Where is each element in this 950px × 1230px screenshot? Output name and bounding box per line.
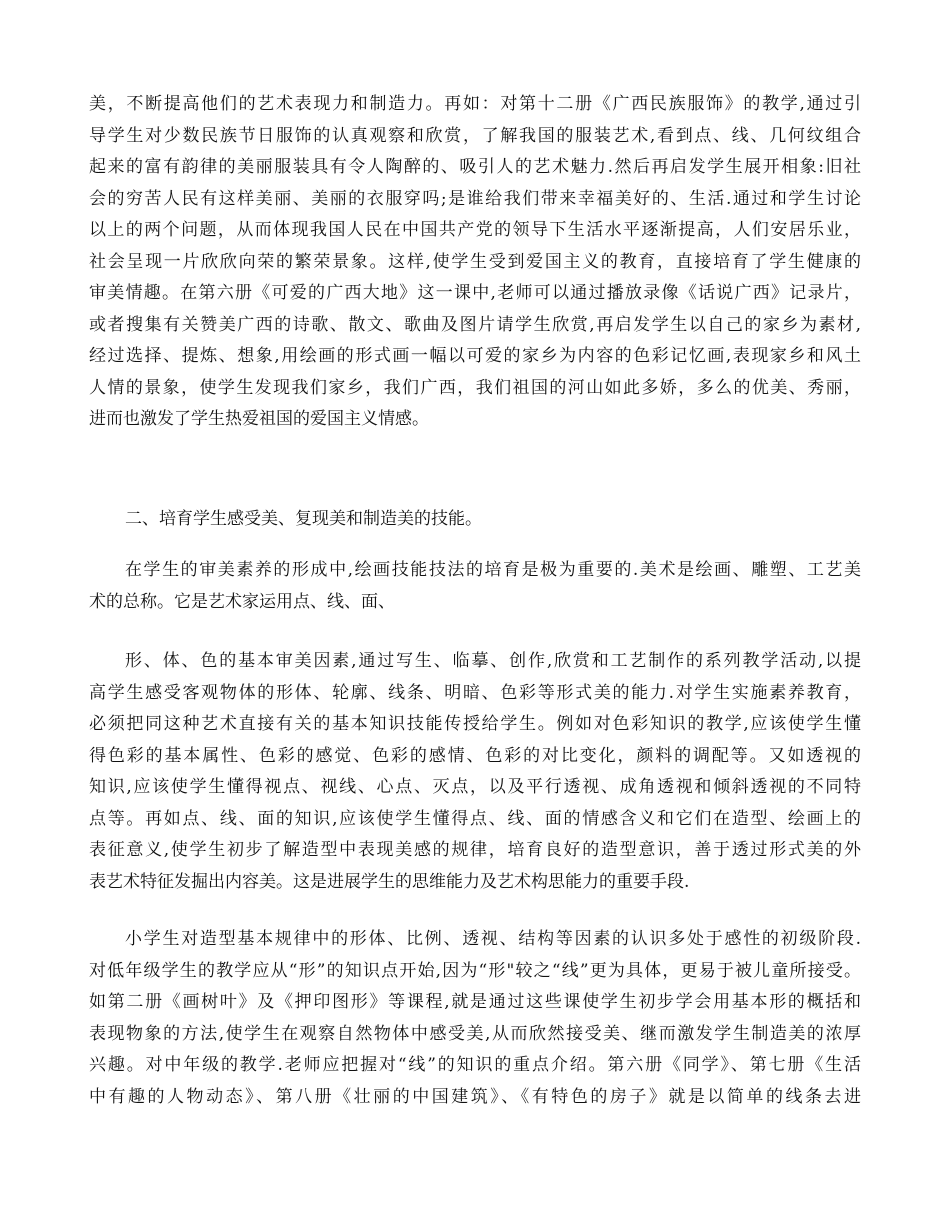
text-line: 兴趣。对中年级的教学.老师应把握对“线”的知识的重点介绍。第六册《同学》、第七册《生活 [89, 1055, 861, 1075]
text-line: 小学生对造型基本规律中的形体、比例、透视、结构等因素的认识多处于感性的初级阶段. [125, 929, 861, 949]
text-line: 在学生的审美素养的形成中,绘画技能技法的培育是极为重要的.美术是绘画、雕塑、工艺美 [125, 560, 861, 580]
text-line: 以上的两个问题，从而体现我国人民在中国共产党的领导下生活水平逐渐提高，人们安居乐业， [89, 220, 861, 240]
text-line: 高学生感受客观物体的形体、轮廓、线条、明暗、色彩等形式美的能力.对学生实施素养教育， [89, 682, 861, 703]
text-line: 点等。再如点、线、面的知识,应该使学生懂得点、线、面的情感含义和它们在造型、绘画上的 [89, 808, 861, 829]
text-line: 形、体、色的基本审美因素,通过写生、临摹、创作,欣赏和工艺制作的系列教学活动,以提 [125, 651, 861, 671]
text-line: 术的总称。它是艺术家运用点、线、面、 [89, 591, 395, 612]
text-line: 或者搜集有关赞美广西的诗歌、散文、歌曲及图片请学生欣赏,再启发学生以自己的家乡为素材, [89, 314, 861, 335]
text-line: 起来的富有韵律的美丽服装具有令人陶醉的、吸引人的艺术魅力.然后再启发学生展开相象:旧社 [89, 157, 861, 177]
text-line: 人情的景象，使学生发现我们家乡，我们广西，我们祖国的河山如此多娇，多么的优美、秀丽， [89, 377, 861, 398]
text-line: 得色彩的基本属性、色彩的感觉、色彩的感情、色彩的对比变化，颜料的调配等。又如透视的 [89, 745, 861, 766]
text-line: 中有趣的人物动态》、第八册《壮丽的中国建筑》、《有特色的房子》就是以简单的线条去进 [89, 1086, 861, 1107]
text-line: 对低年级学生的教学应从“形”的知识点开始,因为“形"较之“线”更为具体，更易于被儿童所接受。 [89, 960, 861, 981]
paragraph-primary-students [89, 924, 861, 1113]
text-line: 必须把同这种艺术直接有关的基本知识技能传授给学生。例如对色彩知识的教学,应该使学生懂 [89, 714, 861, 734]
text-line: 知识,应该使学生懂得视点、视线、心点、灭点，以及平行透视、成角透视和倾斜透视的不同特 [89, 777, 861, 797]
text-line: 会的穷苦人民有这样美丽、美丽的衣服穿吗;是谁给我们带来幸福美好的、生活.通过和学生讨论 [89, 188, 861, 209]
text-line: 经过选择、提炼、想象,用绘画的形式画一幅以可爱的家乡为内容的色彩记忆画,表现家乡和风土 [89, 346, 861, 366]
text-line: 表现物象的方法,使学生在观察自然物体中感受美,从而欣然接受美、继而激发学生制造美的浓厚 [89, 1023, 861, 1044]
text-line: 进而也激发了学生热爱祖国的爱国主义情感。 [89, 409, 429, 429]
text-line: 表艺术特征发掘出内容美。这是进展学生的思维能力及艺术构思能力的重要手段. [89, 871, 690, 892]
paragraph-continuation [89, 89, 861, 436]
section-heading [89, 504, 861, 536]
text-line: 社会呈现一片欣欣向荣的繁荣景象。这样,使学生受到爱国主义的教育，直接培育了学生健康的 [89, 251, 861, 272]
text-line: 表征意义,使学生初步了解造型中表现美感的规律，培育良好的造型意识，善于透过形式美的外 [89, 840, 861, 860]
text-line: 如第二册《画树叶》及《押印图形》等课程,就是通过这些课使学生初步学会用基本形的概括和 [89, 992, 861, 1012]
text-line: 美，不断提高他们的艺术表现力和制造力。再如：对第十二册《广西民族服饰》的教学,通过引 [89, 94, 861, 114]
text-line: 导学生对少数民族节日服饰的认真观察和欣赏，了解我国的服装艺术,看到点、线、几何纹组合 [89, 125, 861, 146]
paragraph-skills-body [89, 646, 861, 898]
paragraph-skills-intro [89, 555, 861, 618]
text-line: 审美情趣。在第六册《可爱的广西大地》这一课中,老师可以通过播放录像《话说广西》记录片， [89, 283, 861, 303]
heading-line: 二、培育学生感受美、复现美和制造美的技能。 [125, 509, 482, 529]
